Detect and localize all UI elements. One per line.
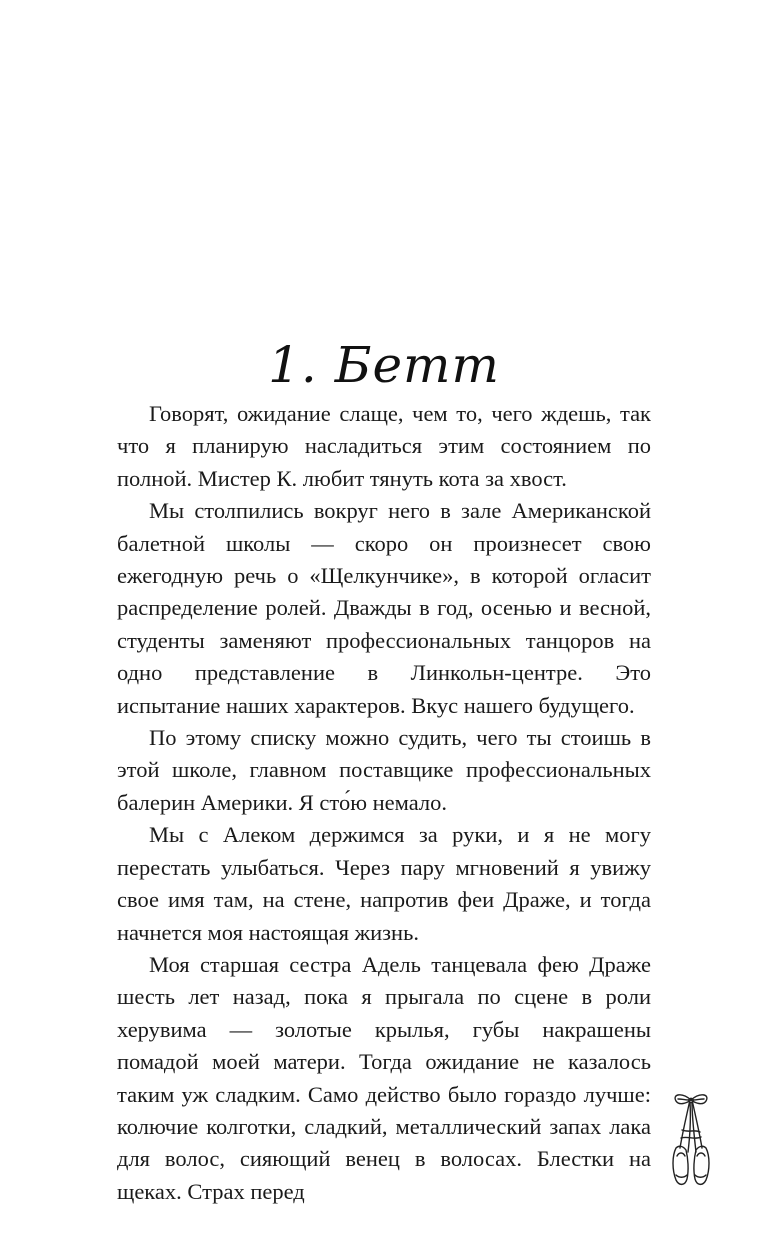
paragraph: Говорят, ожидание слаще, чем то, чего ждешь, так что я планирую насладиться этим состоянием по полной. Мистер К. любит тянуть кота за хвост. (117, 401, 651, 491)
paragraph: По этому списку можно судить, чего ты стоишь в этой школе, главном поставщике профессиональных балерин Америки. Я сто́ю немало. (117, 725, 651, 815)
paragraph: Мы с Алеком держимся за руки, и я не могу перестать улыбаться. Через пару мгновений я увижу свое имя там, на стене, напротив феи Драже, и тогда начнется моя настоящая жизнь. (117, 822, 651, 945)
chapter-title: 1. Бетт (268, 336, 500, 394)
chapter-body (117, 398, 651, 1208)
paragraph: Мы столпились вокруг него в зале Американской балетной школы — скоро он произнесет свою ежегодную речь о «Щелкунчике», в которой огласит распределение ролей. Дважды в год, осенью и весной, студенты заменяют профессиональных танцоров на одно представление в Линкольн-центре. Это испытание наших характеров. Вкус нашего будущего. (117, 498, 651, 718)
ballet-shoes-icon (668, 1090, 714, 1190)
paragraph: Моя старшая сестра Адель танцевала фею Драже шесть лет назад, пока я прыгала по сцене в роли херувима — золотые крылья, губы накрашены помадой моей матери. Тогда ожидание не казалось таким уж сладким. Само действо было гораздо лучше: колючие колготки, сладкий, металлический запах лака для волос, сияющий венец в волосах. Блестки на щеках. Страх перед (117, 951, 651, 1204)
